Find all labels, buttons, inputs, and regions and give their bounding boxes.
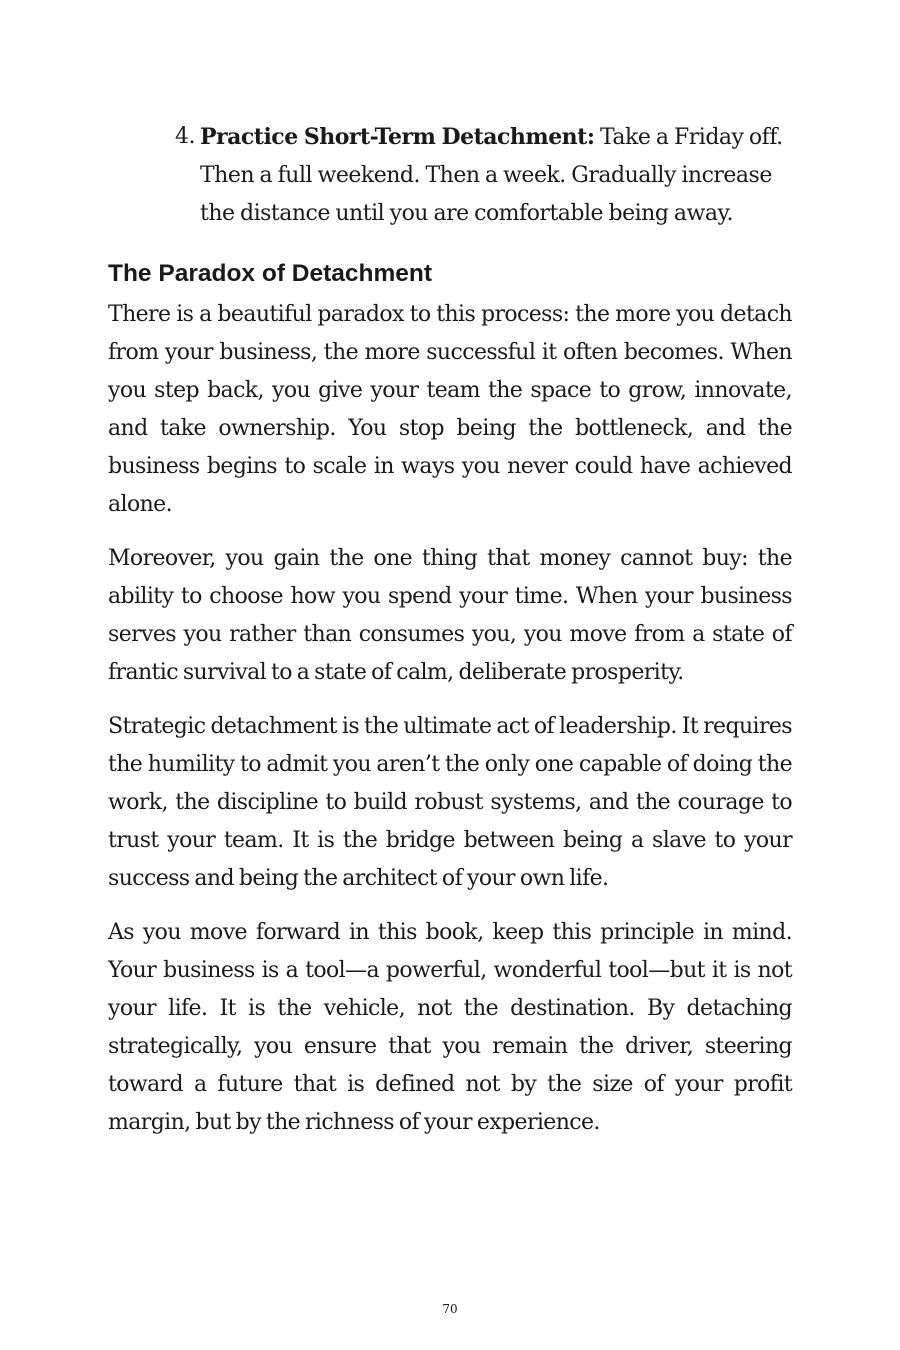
list-item-term: Practice Short-Term Detachment:	[200, 124, 595, 150]
paragraph: Moreover, you gain the one thing that money cannot buy: the ability to choose how you spend your time. When your business serves you rather than consumes you, you move from a state of frantic survival to a state of calm, deliberate prosperity.	[108, 546, 792, 685]
section-heading: The Paradox of Detachment	[108, 260, 433, 287]
paragraph: As you move forward in this book, keep this principle in mind. Your business is a tool—a powerful, wonderful tool—but it is not your life. It is the vehicle, not the destination. By detaching strategically, you ensure that you remain the driver, steering toward a future that is defined not by the size of your profit margin, but by the richness of your experience.	[108, 920, 792, 1135]
paragraph: There is a beautiful paradox to this process: the more you detach from your business, the more successful it often becomes. When you step back, you give your team the space to grow, innovate, and take ownership. You stop being the bottleneck, and the business begins to scale in ways you never could have achieved alone.	[108, 302, 792, 517]
list-item	[175, 118, 792, 233]
page-content	[108, 118, 792, 1158]
paragraph: Strategic detachment is the ultimate act of leadership. It requires the humility to admit you aren’t the only one capable of doing the work, the discipline to build robust systems, and the courage to trust your team. It is the bridge between being a slave to your success and being the architect of your own life.	[108, 714, 792, 891]
page-number: 70	[442, 1302, 458, 1316]
list-item-text: Take a Friday off. Then a full weekend. Then a week. Gradually increase the distance until you are comfortable being away.	[200, 125, 783, 226]
list-item-number: 4.	[175, 124, 195, 149]
